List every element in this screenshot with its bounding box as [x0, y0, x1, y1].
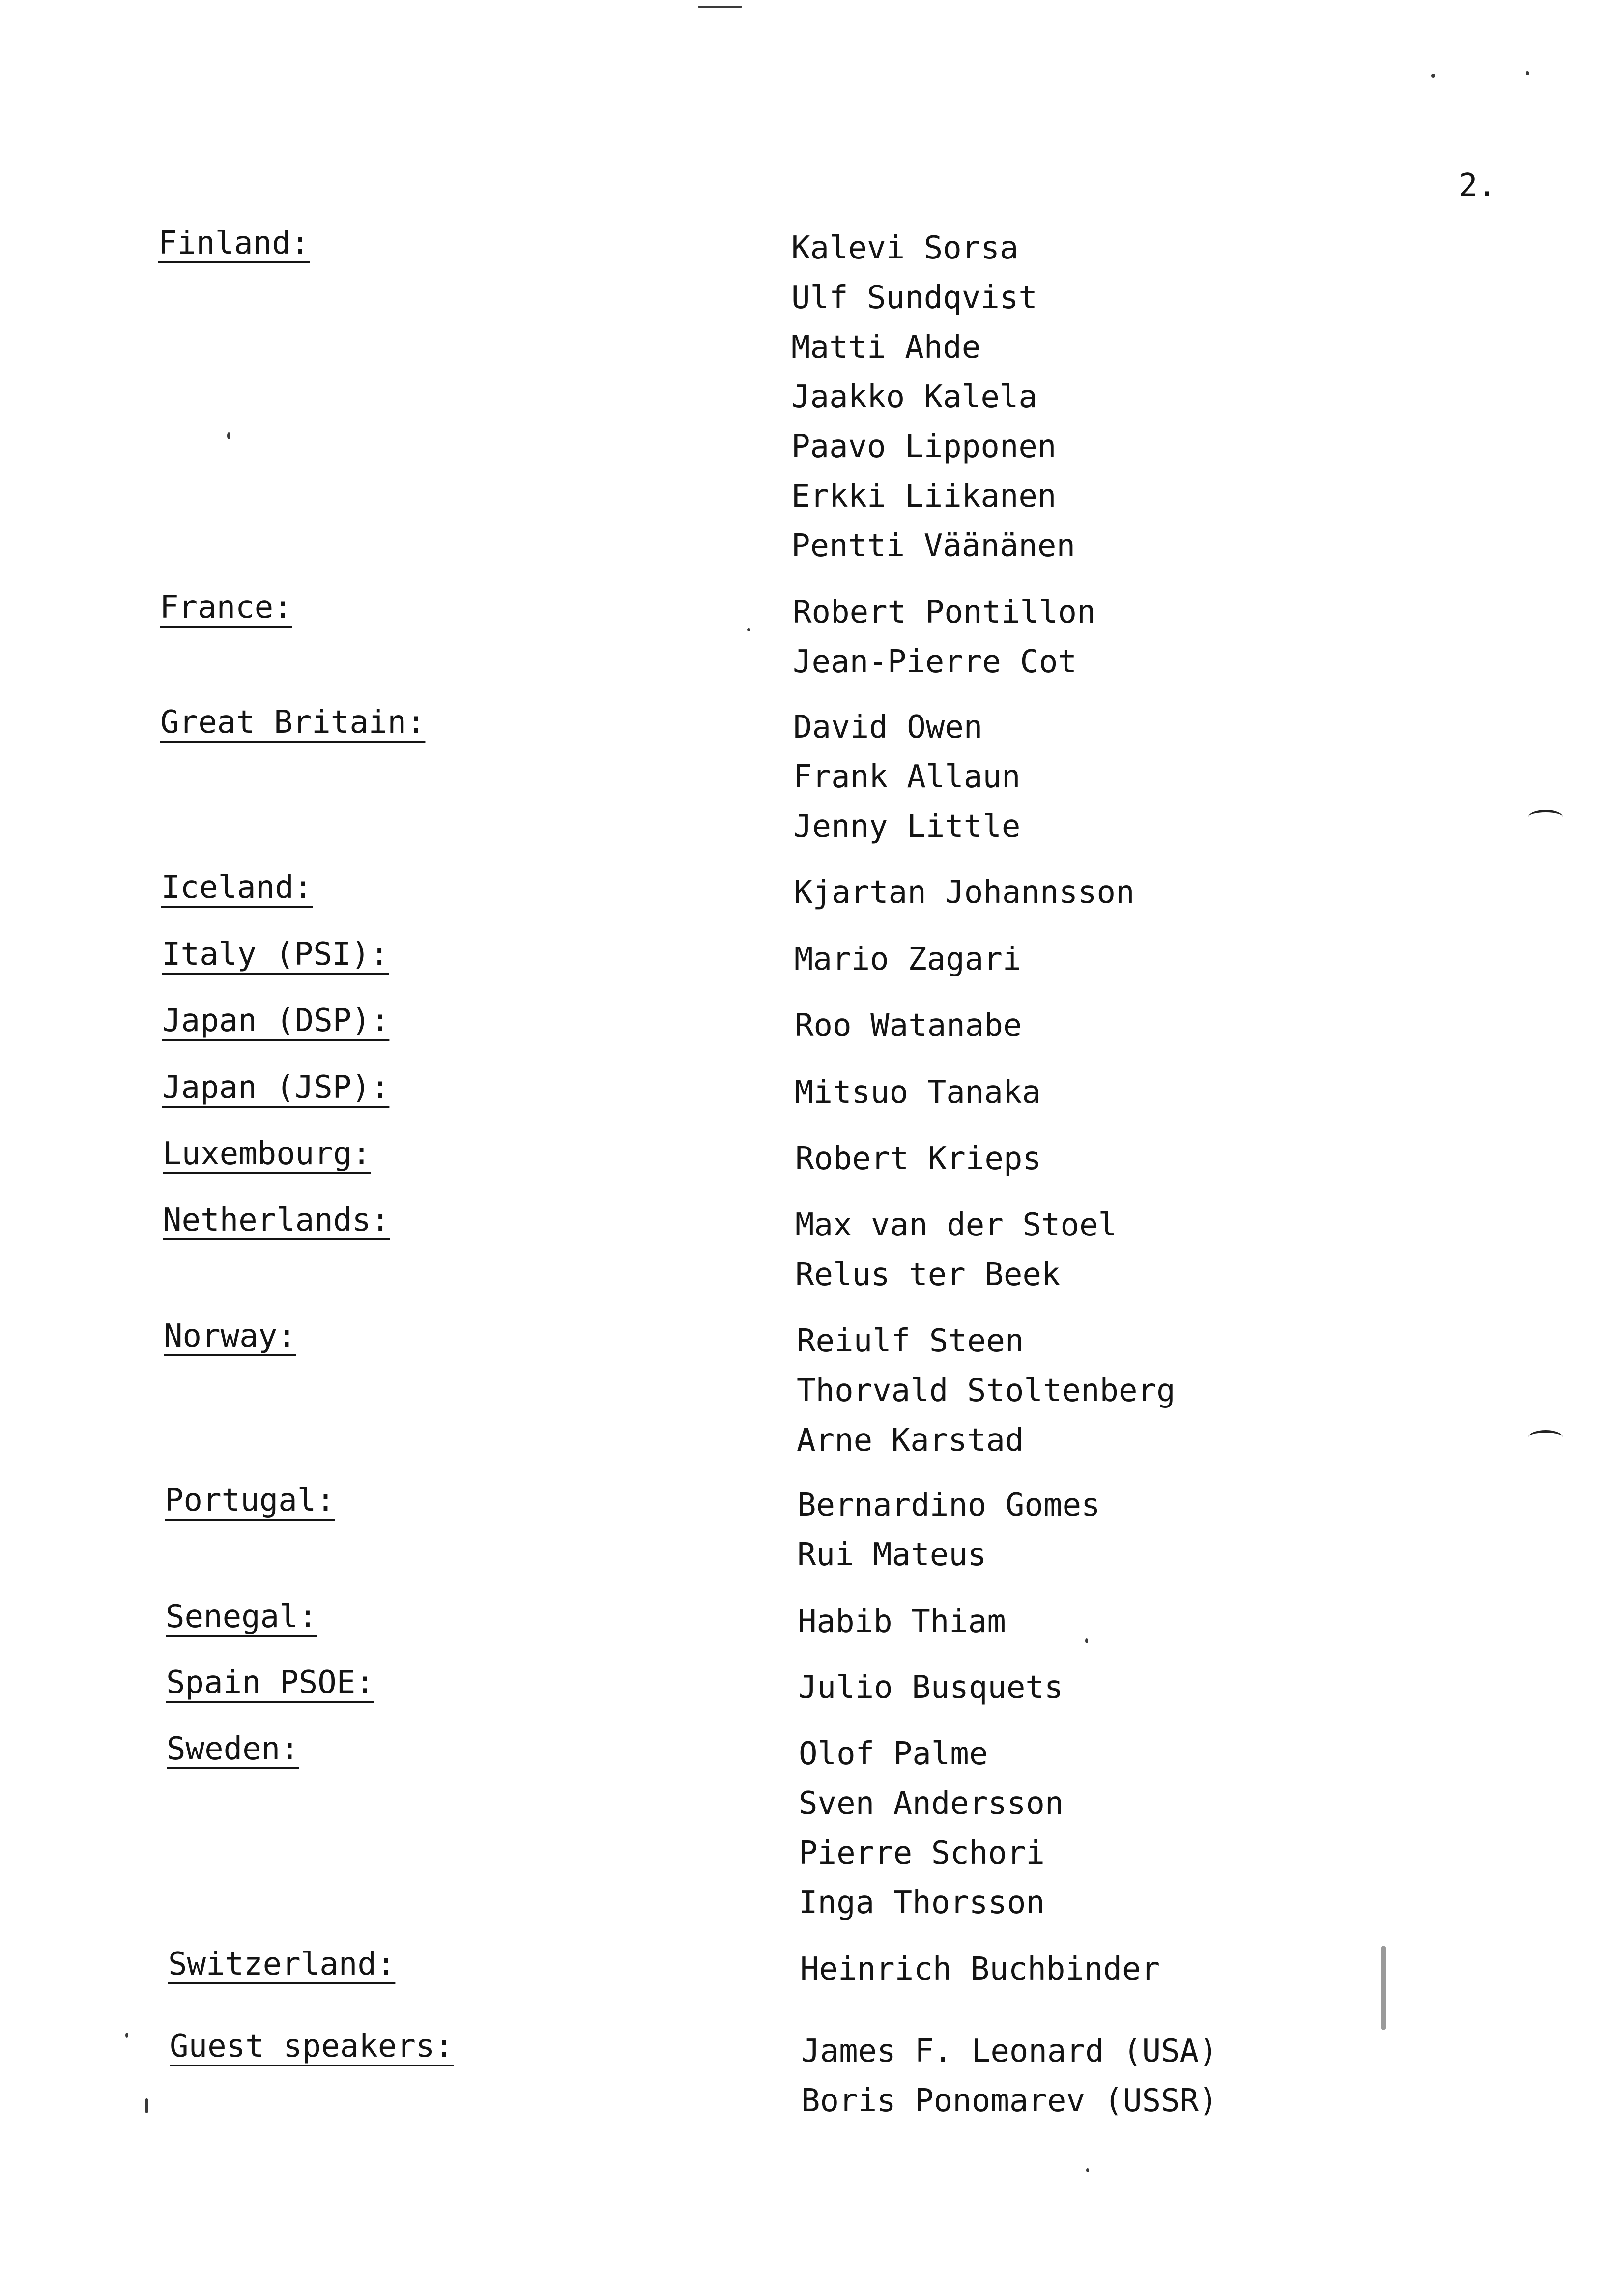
name-list [799, 1729, 1064, 1928]
delegate-name: Inga Thorsson [799, 1885, 1045, 1921]
scan-speck [747, 628, 750, 631]
name-list [795, 1001, 1022, 1051]
name-list [794, 935, 1021, 984]
delegate-name: Sven Andersson [799, 1785, 1064, 1822]
delegate-name: Pentti Väänänen [791, 528, 1075, 564]
name-list [795, 1201, 1117, 1300]
delegate-name: Matti Ahde [791, 329, 981, 366]
delegate-name: James F. Leonard (USA) [801, 2033, 1218, 2069]
delegate-name: Jenny Little [793, 808, 1021, 845]
delegate-name: Thorvald Stoltenberg [797, 1373, 1176, 1409]
scan-speck [1381, 1946, 1386, 2030]
delegate-name: Kalevi Sorsa [791, 230, 1019, 266]
name-list [797, 1317, 1176, 1465]
country-label: Norway: [164, 1318, 296, 1354]
delegate-name: Ulf Sundqvist [791, 280, 1037, 316]
name-list [801, 2027, 1218, 2126]
scan-mark [1528, 1430, 1563, 1444]
name-list [798, 1663, 1063, 1713]
delegate-name: Frank Allaun [793, 759, 1021, 795]
delegate-name: Olof Palme [799, 1736, 988, 1772]
name-list [791, 224, 1075, 571]
scan-speck [125, 2033, 128, 2038]
page-number: 2. [1459, 168, 1497, 204]
delegate-name: Pierre Schori [799, 1835, 1045, 1871]
delegate-name: Boris Ponomarev (USSR) [801, 2083, 1218, 2119]
scan-speck [698, 6, 742, 8]
delegate-name: Roo Watanabe [795, 1007, 1022, 1044]
name-list [798, 1597, 1006, 1647]
delegate-name: Mitsuo Tanaka [795, 1074, 1041, 1111]
delegate-name: Julio Busquets [798, 1669, 1064, 1706]
delegate-name: Heinrich Buchbinder [800, 1951, 1160, 1987]
delegate-name: Rui Mateus [797, 1537, 987, 1573]
country-label: Great Britain: [160, 704, 426, 741]
name-list [793, 588, 1096, 687]
delegate-name: Bernardino Gomes [797, 1487, 1100, 1523]
scan-speck [1086, 2168, 1089, 2172]
scan-speck [145, 2098, 148, 2113]
delegate-name: Erkki Liikanen [791, 478, 1057, 515]
delegate-name: Jean-Pierre Cot [793, 644, 1077, 680]
name-list [795, 1068, 1041, 1118]
country-label: France: [160, 589, 292, 626]
country-label: Luxembourg: [163, 1136, 371, 1172]
country-label: Japan (DSP): [162, 1003, 390, 1039]
delegate-name: Reiulf Steen [797, 1323, 1024, 1359]
delegate-name: Mario Zagari [794, 941, 1022, 977]
country-label: Netherlands: [163, 1202, 390, 1238]
country-label: Sweden: [167, 1731, 299, 1767]
delegate-name: Arne Karstad [797, 1422, 1024, 1459]
country-label: Guest speakers: [170, 2028, 454, 2065]
country-label: Finland: [158, 225, 310, 261]
country-label: Japan (JSP): [162, 1069, 390, 1106]
scan-speck [1085, 1638, 1088, 1643]
delegate-name: David Owen [793, 709, 983, 746]
delegate-name: Max van der Stoel [795, 1207, 1118, 1243]
country-label: Italy (PSI): [162, 936, 389, 973]
delegate-name: Paavo Lipponen [791, 429, 1057, 465]
delegate-name: Robert Pontillon [793, 594, 1096, 631]
delegate-name: Relus ter Beek [795, 1257, 1061, 1293]
delegate-name: Jaakko Kalela [791, 379, 1037, 415]
delegate-name: Kjartan Johannsson [794, 874, 1135, 911]
country-label: Senegal: [166, 1599, 317, 1635]
scan-speck [1431, 74, 1435, 78]
name-list [795, 1134, 1041, 1184]
delegate-name: Habib Thiam [798, 1604, 1006, 1640]
country-label: Iceland: [161, 869, 313, 906]
scan-mark [1528, 810, 1563, 824]
country-label: Switzerland: [168, 1946, 396, 1982]
name-list [800, 1945, 1160, 1994]
scan-speck [227, 432, 230, 439]
name-list [794, 868, 1135, 918]
name-list [793, 703, 1020, 852]
country-label: Spain PSOE: [166, 1665, 374, 1701]
scan-speck [1526, 71, 1529, 75]
name-list [797, 1481, 1100, 1580]
country-label: Portugal: [165, 1482, 335, 1519]
delegate-name: Robert Krieps [795, 1141, 1041, 1177]
